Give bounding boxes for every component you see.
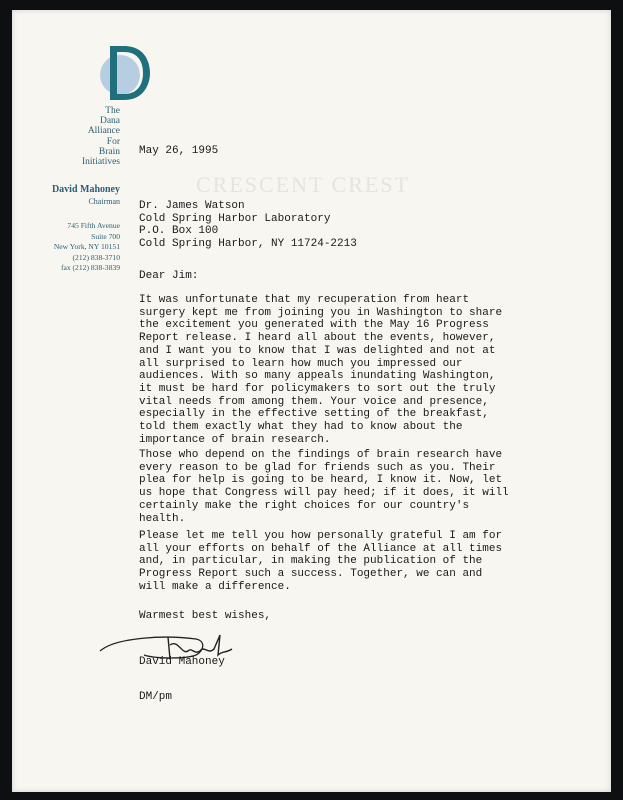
text-line: Report release. I heard all about the events, however, (139, 332, 496, 345)
org-line: For (106, 136, 120, 147)
typist-initials: DM/pm (139, 691, 173, 703)
text-line: us hope that Congress will pay heed; if it does, it will (139, 487, 509, 500)
address-line: 745 Fifth Avenue (67, 221, 120, 230)
organization-name (72, 106, 120, 167)
text-line: Those who depend on the findings of brain research have (139, 449, 503, 461)
paragraph-2 (139, 449, 509, 525)
text-line: importance of brain research. (139, 433, 331, 446)
text-line: and I want you to know that I was delighted and not at (139, 344, 496, 357)
letter-date: May 26, 1995 (139, 145, 219, 157)
org-line: The (105, 106, 120, 116)
text-line: the excitement you generated with the May 16 Progress (139, 319, 489, 332)
recipient-line: Cold Spring Harbor, NY 11724-2213 (139, 238, 357, 251)
text-line: It was unfortunate that my recuperation from heart (139, 294, 470, 306)
text-line: Progress Report such a success. Together, we can and (139, 568, 483, 581)
closing: Warmest best wishes, (139, 610, 272, 622)
text-line: certainly make the right choices for our country's (139, 499, 470, 512)
org-line: Brain (98, 146, 120, 157)
org-line: Dana (99, 116, 120, 127)
text-line: plea for help is going to be heard, I know it. Now, let (139, 474, 503, 487)
address-line: Suite 700 (91, 231, 120, 241)
recipient-line: P.O. Box 100 (139, 225, 219, 238)
text-line: all your efforts on behalf of the Alliance at all times (139, 542, 503, 555)
recipient-address (139, 200, 357, 251)
sender-name: David Mahoney (51, 184, 120, 195)
address-line: fax (212) 838-3839 (60, 263, 120, 273)
text-line: Please let me tell you how personally grateful I am for (139, 530, 503, 542)
text-line: health. (139, 512, 186, 525)
text-line: it must be hard for policymakers to sort out the truly (139, 382, 496, 395)
text-line: will make a difference. (139, 580, 291, 593)
sender-title: Chairman (88, 197, 120, 206)
sender-address (20, 221, 120, 274)
address-line: (212) 838-3710 (72, 252, 120, 262)
watermark: CRESCENT CREST (196, 172, 411, 197)
paragraph-3 (139, 530, 502, 594)
recipient-line: Cold Spring Harbor Laboratory (139, 212, 331, 225)
text-line: especially in the effective setting of the breakfast, (139, 408, 489, 421)
text-line: vital needs from among them. Your voice and presence, (139, 395, 489, 408)
recipient-line: Dr. James Watson (139, 200, 245, 212)
logo-circle (100, 55, 140, 95)
text-line: surgery kept me from joining you in Washington to share (139, 306, 503, 319)
text-line: every reason to be glad for friends such as you. Their (139, 461, 496, 474)
text-line: told them exactly what they had to know about the (139, 421, 463, 434)
org-line: Alliance (87, 126, 120, 137)
text-line: audiences. With so many appeals inundating Washington, (139, 370, 496, 383)
dana-alliance-logo (98, 42, 154, 102)
signer-name: David Mahoney (139, 656, 225, 668)
text-line: all surprised to learn how much you impressed our (139, 357, 463, 370)
address-line: New York, NY 10151 (53, 242, 120, 252)
salutation: Dear Jim: (139, 270, 199, 282)
org-line: Initiatives (82, 157, 120, 168)
paragraph-1 (139, 294, 502, 446)
text-line: and, in particular, in making the publication of the (139, 555, 483, 568)
